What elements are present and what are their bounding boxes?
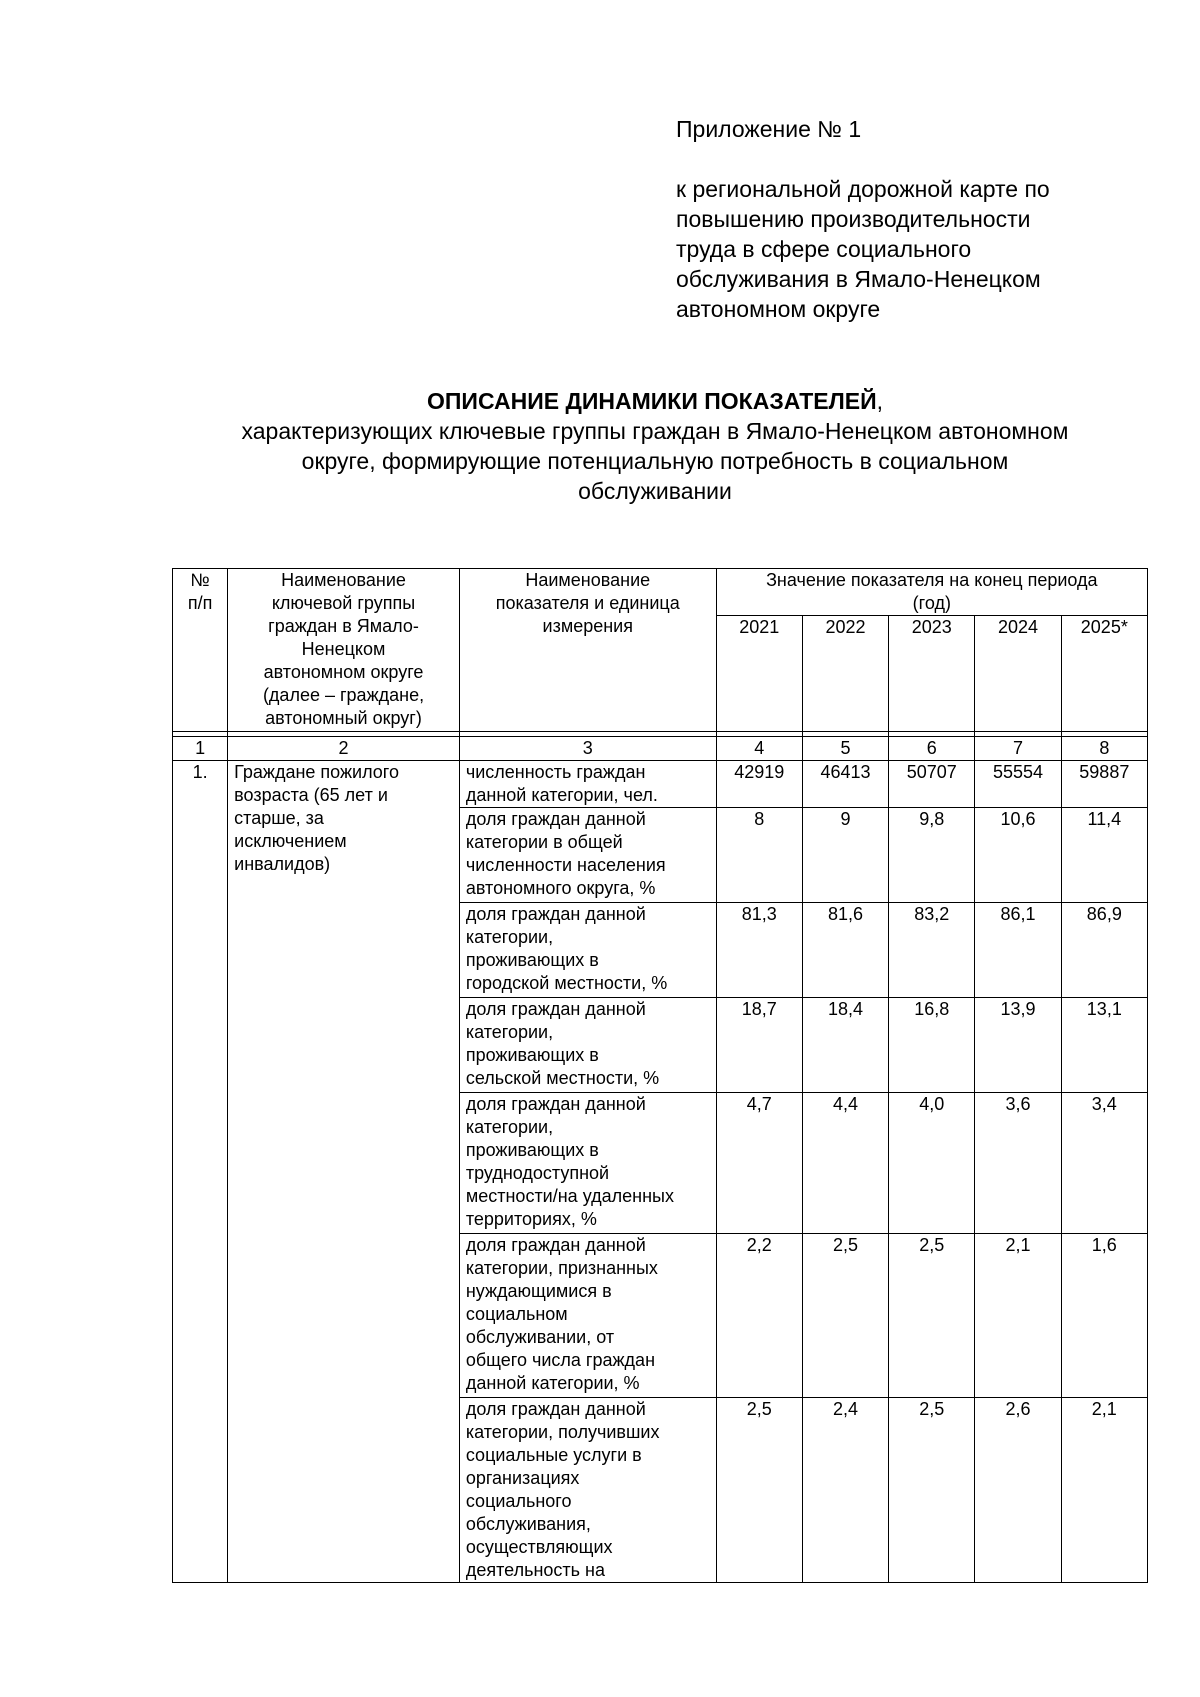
indicator-line: категории, [465,927,554,947]
heading-line: характеризующих ключевые группы граждан в Ямало-Ненецком автономном [241,418,1069,444]
header-text: Значение показателя на конец периода [766,570,1098,590]
value-cell: 59887 [1061,761,1147,808]
value-cell: 3,4 [1061,1093,1147,1234]
column-number: 6 [889,737,975,761]
value-cell: 86,9 [1061,903,1147,998]
indicator-line: доля граждан данной [465,1094,646,1114]
column-number: 1 [173,737,228,761]
indicator-line: обслуживании, от [465,1327,615,1347]
header-col-group [228,569,460,732]
value-cell: 2,4 [802,1398,888,1583]
header-text: автономном округе [263,662,424,682]
value-cell: 2,6 [975,1398,1061,1583]
value-cell: 13,9 [975,998,1061,1093]
indicator-name [459,903,716,998]
indicator-line: категории, получивших [465,1422,660,1442]
value-cell: 3,6 [975,1093,1061,1234]
header-text: показателя и единица [495,593,680,613]
indicator-line: осуществляющих [465,1537,613,1557]
column-number: 7 [975,737,1061,761]
header-text: ключевой группы [271,593,416,613]
group-name-line: Граждане пожилого [234,762,399,782]
value-cell: 81,6 [802,903,888,998]
value-cell: 18,7 [716,998,802,1093]
indicator-name [459,1234,716,1398]
column-number: 3 [459,737,716,761]
value-cell: 2,1 [975,1234,1061,1398]
indicator-line: местности/на удаленных [465,1186,674,1206]
indicator-line: проживающих в [465,1140,599,1160]
indicator-line: труднодоступной [465,1163,610,1183]
indicator-line: сельской местности, % [465,1068,660,1088]
value-cell: 2,2 [716,1234,802,1398]
group-name-line: исключением [234,831,347,851]
indicator-line: доля граждан данной [465,1235,646,1255]
indicator-name [459,998,716,1093]
indicator-line: городской местности, % [465,973,668,993]
value-cell: 13,1 [1061,998,1147,1093]
appendix-line: обслуживания в Ямало-Ненецком [676,266,1041,292]
indicator-line: данной категории, чел. [465,785,658,805]
indicator-line: социального [465,1491,572,1511]
value-cell: 2,5 [889,1398,975,1583]
indicator-line: обслуживания, [465,1514,591,1534]
header-text: Наименование [525,570,651,590]
heading-bold-title: ОПИСАНИЕ ДИНАМИКИ ПОКАЗАТЕЛЕЙ [427,388,877,414]
heading-title-line [160,386,1150,416]
column-number: 2 [228,737,460,761]
indicator-line: категории в общей [465,832,623,852]
group-number: 1. [173,761,228,1583]
value-cell: 2,1 [1061,1398,1147,1583]
header-year: 2025* [1061,616,1147,732]
value-cell: 2,5 [889,1234,975,1398]
indicator-line: численность граждан [465,762,646,782]
group-name-line: инвалидов) [234,854,331,874]
group-name-line: возраста (65 лет и [234,785,388,805]
appendix-title: Приложение № 1 [676,116,862,142]
indicator-name [459,808,716,903]
appendix-line: автономном округе [676,296,881,322]
indicator-line: доля граждан данной [465,904,646,924]
header-text: п/п [187,593,213,613]
table-column-numbers-row [173,737,1148,761]
indicator-line: доля граждан данной [465,1399,646,1419]
indicator-line: категории, признанных [465,1258,658,1278]
header-text: (далее – граждане, [262,685,425,705]
value-cell: 18,4 [802,998,888,1093]
header-col-values [716,569,1147,616]
indicator-line: доля граждан данной [465,999,646,1019]
indicator-line: категории, [465,1117,554,1137]
header-text: автономный округ) [265,708,422,728]
indicator-line: социальном [465,1304,568,1324]
value-cell: 46413 [802,761,888,808]
indicator-line: социальные услуги в [465,1445,642,1465]
indicator-line: организациях [465,1468,580,1488]
indicators-table [172,568,1148,1583]
header-text: Наименование [281,570,406,590]
document-heading [160,386,1150,506]
column-number: 4 [716,737,802,761]
indicator-line: численности населения [465,855,666,875]
value-cell: 9,8 [889,808,975,903]
table-header-row [173,569,1148,616]
value-cell: 42919 [716,761,802,808]
value-cell: 81,3 [716,903,802,998]
indicator-name [459,1398,716,1583]
value-cell: 86,1 [975,903,1061,998]
header-year: 2024 [975,616,1061,732]
value-cell: 50707 [889,761,975,808]
indicator-line: доля граждан данной [465,809,646,829]
group-name-line: старше, за [234,808,324,828]
value-cell: 83,2 [889,903,975,998]
header-text: измерения [542,616,633,636]
appendix-line: повышению производительности [676,206,1031,232]
appendix-line: к региональной дорожной карте по [676,176,1050,202]
header-text: Ненецком [301,639,386,659]
appendix-block [676,114,1146,324]
value-cell: 1,6 [1061,1234,1147,1398]
value-cell: 10,6 [975,808,1061,903]
value-cell: 4,0 [889,1093,975,1234]
heading-line: обслуживании [578,478,732,504]
indicator-line: категории, [465,1022,554,1042]
indicator-line: проживающих в [465,1045,599,1065]
heading-line: округе, формирующие потенциальную потребность в социальном [301,448,1009,474]
value-cell: 9 [802,808,888,903]
table-row [173,761,1148,808]
value-cell: 16,8 [889,998,975,1093]
indicator-line: территориях, % [465,1209,597,1229]
header-year: 2021 [716,616,802,732]
indicator-line: нуждающимися в [465,1281,612,1301]
value-cell: 11,4 [1061,808,1147,903]
indicator-name [459,761,716,808]
value-cell: 8 [716,808,802,903]
header-year: 2023 [889,616,975,732]
indicator-name [459,1093,716,1234]
column-number: 8 [1061,737,1147,761]
indicator-line: общего числа граждан [465,1350,656,1370]
indicator-line: деятельность на [465,1560,605,1580]
header-col-number [173,569,228,732]
appendix-line: труда в сфере социального [676,236,972,262]
value-cell: 55554 [975,761,1061,808]
header-year: 2022 [802,616,888,732]
value-cell: 4,4 [802,1093,888,1234]
column-number: 5 [802,737,888,761]
value-cell: 2,5 [716,1398,802,1583]
heading-comma: , [876,388,883,414]
header-text: № [190,570,210,590]
group-name [228,761,460,1583]
header-text: (год) [912,593,951,613]
value-cell: 2,5 [802,1234,888,1398]
indicator-line: автономного округа, % [465,878,656,898]
indicator-line: проживающих в [465,950,599,970]
header-text: граждан в Ямало- [268,616,419,636]
header-col-indicator [459,569,716,732]
indicator-line: данной категории, % [465,1373,640,1393]
value-cell: 4,7 [716,1093,802,1234]
